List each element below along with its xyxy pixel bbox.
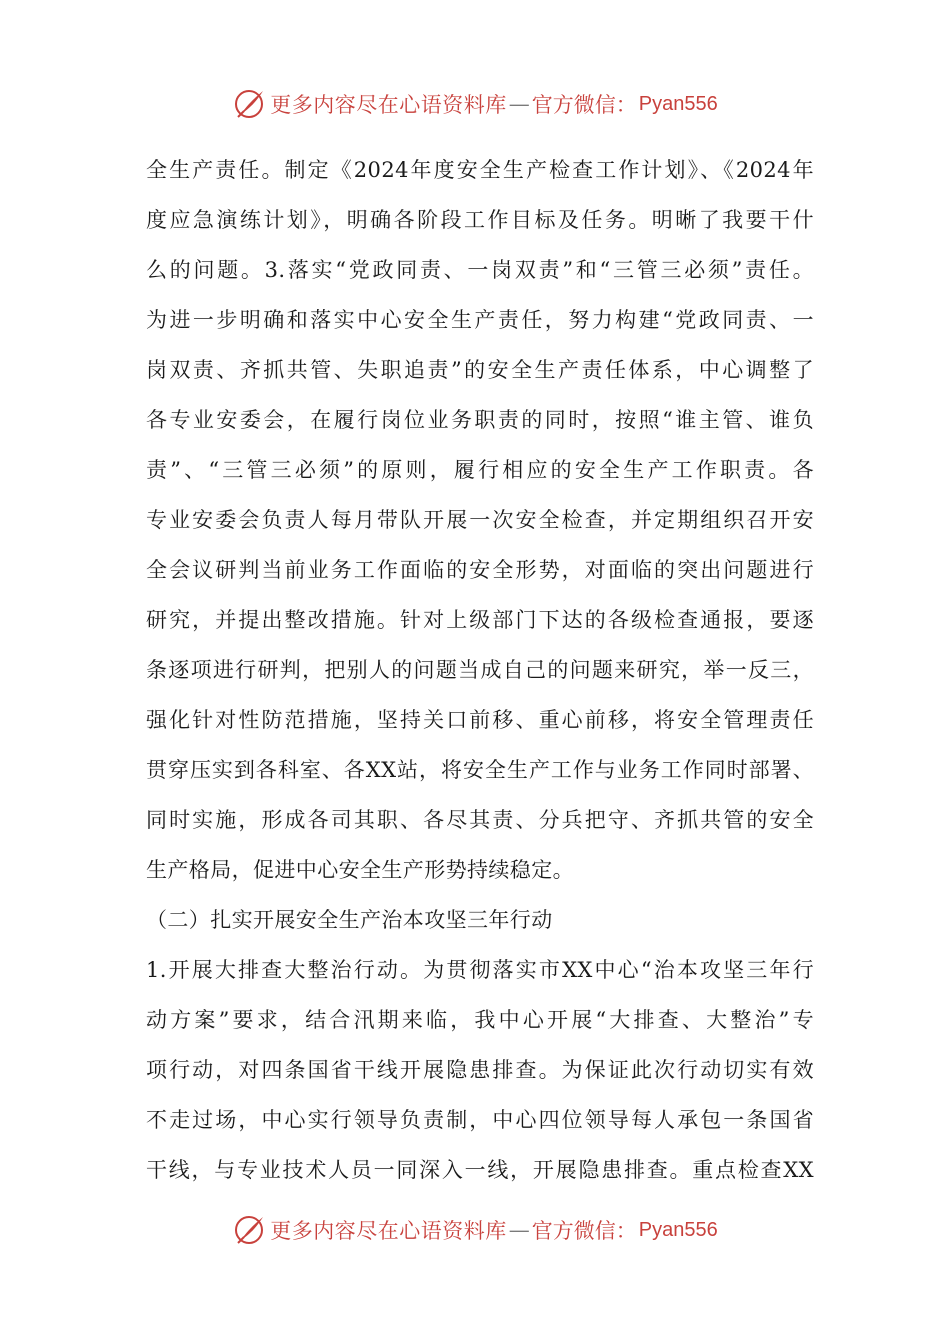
quill-logo-icon [232, 1213, 266, 1247]
header-watermark [0, 84, 950, 124]
text-line: 生产格局，促进中心安全生产形势持续稳定。 [146, 858, 574, 882]
banner-separator: — [508, 92, 530, 116]
text-line: 各专业安委会，在履行岗位业务职责的同时，按照“谁主管、谁负 [146, 408, 814, 432]
text-line: 全会议研判当前业务工作面临的安全形势，对面临的突出问题进行 [146, 558, 814, 582]
text-line: 么的问题。3.落实“党政同责、一岗双责”和“三管三必须”责任。 [146, 258, 814, 282]
banner-wechat-label: 官方微信： [531, 1219, 637, 1243]
text-line: 全生产责任。制定《2024年度安全生产检查工作计划》、《2024年 [146, 158, 814, 182]
banner-text: 更多内容尽在心语资料库 [270, 93, 507, 117]
text-line: 专业安委会负责人每月带队开展一次安全检查，并定期组织召开安 [146, 508, 814, 532]
text-line: 条逐项进行研判，把别人的问题当成自己的问题来研究，举一反三， [146, 658, 814, 682]
text-line: 1.开展大排查大整治行动。为贯彻落实市XX中心“治本攻坚三年行 [146, 958, 814, 982]
banner-wechat-id: Pyan556 [638, 1218, 718, 1241]
banner-wechat-id: Pyan556 [638, 92, 718, 115]
section-heading: （二）扎实开展安全生产治本攻坚三年行动 [146, 908, 553, 932]
text-line: 不走过场，中心实行领导负责制，中心四位领导每人承包一条国省 [146, 1108, 814, 1132]
text-line: 干线，与专业技术人员一同深入一线，开展隐患排查。重点检查XX [146, 1158, 814, 1182]
banner-separator: — [508, 1218, 530, 1242]
banner-wechat-label: 官方微信： [531, 93, 637, 117]
text-line: 同时实施，形成各司其职、各尽其责、分兵把守、齐抓共管的安全 [146, 808, 814, 832]
text-line: 强化针对性防范措施，坚持关口前移、重心前移，将安全管理责任 [146, 708, 814, 732]
text-line: 岗双责、齐抓共管、失职追责”的安全生产责任体系，中心调整了 [146, 358, 814, 382]
footer-watermark [0, 1210, 950, 1250]
text-line: 项行动，对四条国省干线开展隐患排查。为保证此次行动切实有效 [146, 1058, 814, 1082]
document-body [146, 145, 814, 1195]
text-line: 为进一步明确和落实中心安全生产责任，努力构建“党政同责、一 [146, 308, 814, 332]
banner-text: 更多内容尽在心语资料库 [270, 1219, 507, 1243]
text-line: 责”、“三管三必须”的原则，履行相应的安全生产工作职责。各 [146, 458, 814, 482]
text-line: 研究，并提出整改措施。针对上级部门下达的各级检查通报，要逐 [146, 608, 814, 632]
text-line: 贯穿压实到各科室、各XX站，将安全生产工作与业务工作同时部署、 [146, 758, 814, 782]
text-line: 度应急演练计划》，明确各阶段工作目标及任务。明晰了我要干什 [146, 208, 814, 232]
quill-logo-icon [232, 87, 266, 121]
text-line: 动方案”要求，结合汛期来临，我中心开展“大排查、大整治”专 [146, 1008, 814, 1032]
